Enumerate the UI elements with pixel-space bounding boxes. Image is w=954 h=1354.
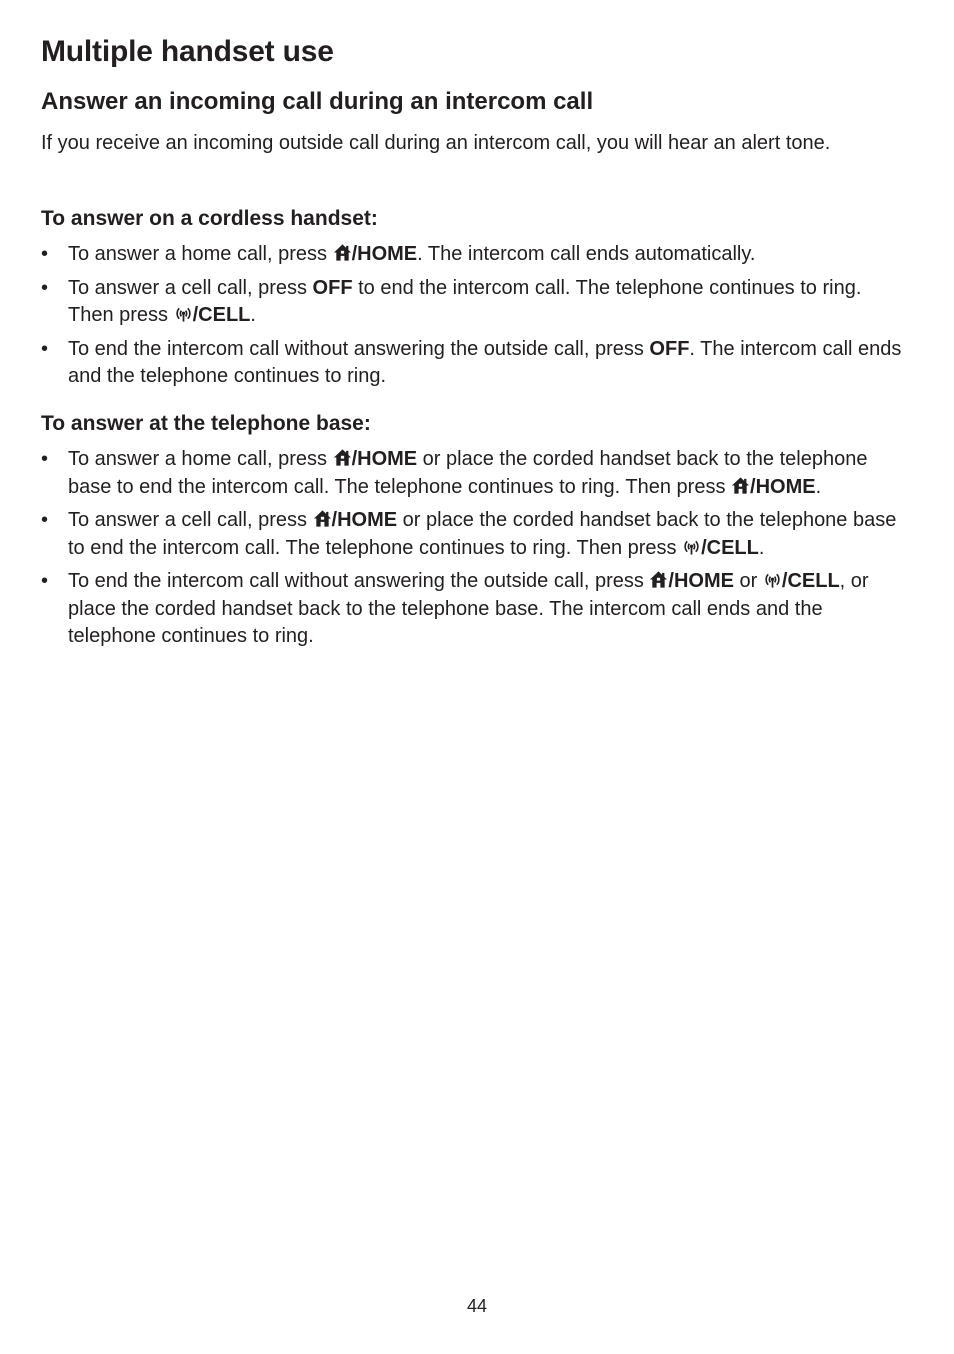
- list-item: • To end the intercom call without answering the outside call, press /HOME or /CELL, or place the corded handset back to the telephone base. The intercom call ends and the telephone continues to ring.: [41, 568, 903, 651]
- base-list: [41, 446, 903, 657]
- list-item: • To answer a cell call, press OFF to end the intercom call. The telephone continues to ring. Then press /CELL.: [41, 275, 903, 330]
- section-heading: Answer an incoming call during an intercom call: [41, 88, 594, 115]
- list-item: • To answer a home call, press /HOME. The intercom call ends automatically.: [41, 241, 903, 269]
- list-item: • To answer a home call, press /HOME or place the corded handset back to the telephone base to end the intercom call. The telephone continues to ring. Then press /HOME.: [41, 446, 903, 501]
- base-heading: To answer at the telephone base:: [41, 412, 371, 435]
- list-item: • To answer a cell call, press /HOME or place the corded handset back to the telephone base to end the intercom call. The telephone continues to ring. Then press /CELL.: [41, 507, 903, 562]
- cell-key-icon: [763, 570, 782, 589]
- list-item: • To end the intercom call without answering the outside call, press OFF. The intercom call ends and the telephone continues to ring.: [41, 336, 903, 391]
- home-key-icon: [333, 243, 352, 262]
- cordless-heading: To answer on a cordless handset:: [41, 207, 378, 230]
- home-key-icon: [333, 448, 352, 467]
- page-title: Multiple handset use: [41, 35, 334, 68]
- page-number: 44: [466, 1296, 488, 1316]
- cell-key-icon: [174, 304, 193, 323]
- home-key-icon: [313, 509, 332, 528]
- cell-key-icon: [682, 537, 701, 556]
- cordless-list: [41, 241, 903, 397]
- intro-paragraph: If you receive an incoming outside call during an intercom call, you will hear an alert tone.: [41, 132, 831, 154]
- home-key-icon: [731, 476, 750, 495]
- home-key-icon: [649, 570, 668, 589]
